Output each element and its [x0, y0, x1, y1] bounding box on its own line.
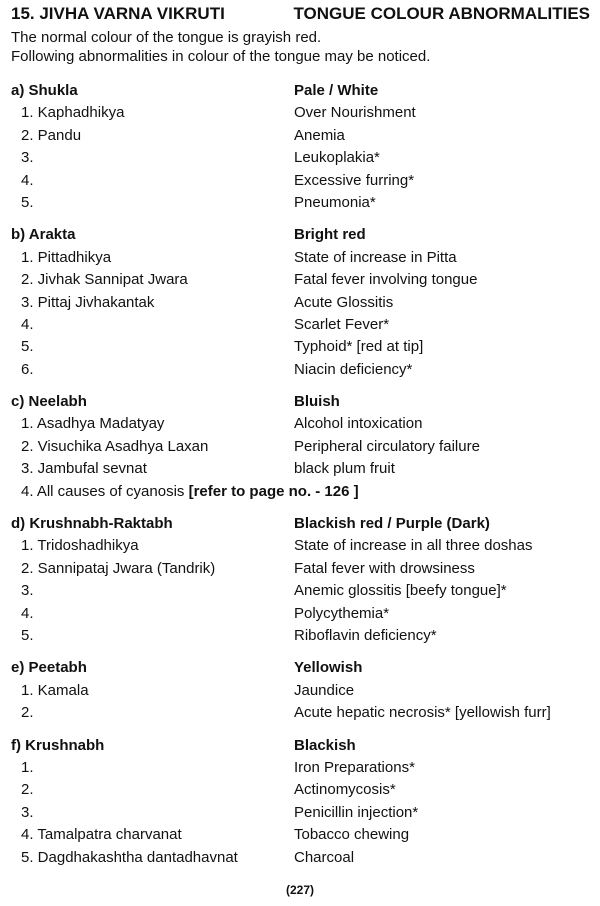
item-meaning: Leukoplakia* — [294, 149, 380, 167]
item-meaning: Fatal fever involving tongue — [294, 271, 478, 289]
section-block — [11, 391, 592, 503]
item-term: 3. — [21, 803, 34, 821]
section-heading: b) Arakta — [11, 226, 76, 244]
item-meaning: Penicillin injection* — [294, 803, 419, 821]
section-heading-meaning: Blackish red / Purple (Dark) — [294, 515, 490, 533]
item-term: 3. Pittaj Jivhakantak — [21, 293, 155, 311]
section-heading: f) Krushnabh — [11, 736, 105, 754]
note-label: 4. All causes of cyanosis — [21, 482, 189, 500]
item-meaning: Pneumonia* — [294, 193, 376, 211]
item-meaning: Jaundice — [294, 681, 355, 699]
item-term: 2. — [21, 781, 34, 799]
item-meaning: Iron Preparations* — [294, 758, 415, 776]
item-meaning: Over Nourishment — [294, 104, 416, 122]
list-item — [11, 147, 592, 169]
list-item — [11, 125, 592, 147]
page-header — [11, 4, 590, 28]
item-term: 1. — [21, 758, 34, 776]
note-text — [21, 481, 359, 503]
item-meaning: State of increase in all three doshas — [294, 537, 533, 555]
list-item — [11, 802, 592, 824]
item-meaning: Charcoal — [294, 848, 355, 866]
intro-line: Following abnormalities in colour of the tongue may be noticed. — [11, 48, 431, 65]
item-term: 3. — [21, 149, 34, 167]
item-term: 1. Kamala — [21, 681, 89, 699]
section-heading: c) Neelabh — [11, 393, 87, 411]
list-item — [11, 102, 592, 124]
intro-text — [11, 28, 430, 66]
list-item — [11, 757, 592, 779]
section-block — [11, 657, 592, 724]
item-meaning: Anemia — [294, 126, 345, 144]
item-term: 2. Jivhak Sannipat Jwara — [21, 271, 188, 289]
item-meaning: Niacin deficiency* — [294, 360, 413, 378]
section-title: 15. JIVHA VARNA VIKRUTI — [11, 4, 225, 23]
section-heading: d) Krushnabh-Raktabh — [11, 515, 173, 533]
list-item — [11, 558, 592, 580]
item-meaning: Scarlet Fever* — [294, 315, 390, 333]
item-term: 1. Tridoshadhikya — [21, 537, 139, 555]
item-term: 3. Jambufal sevnat — [21, 460, 147, 478]
item-term: 4. Tamalpatra charvanat — [21, 826, 182, 844]
list-item — [11, 436, 592, 458]
list-item — [11, 170, 592, 192]
item-term: 1. Kaphadhikya — [21, 104, 125, 122]
list-item — [11, 702, 592, 724]
list-item — [11, 192, 592, 214]
item-meaning: black plum fruit — [294, 460, 395, 478]
section-heading-meaning: Blackish — [294, 736, 356, 754]
section-heading-meaning: Pale / White — [294, 82, 379, 99]
list-item — [11, 413, 592, 435]
list-item — [11, 779, 592, 801]
section-title-english: TONGUE COLOUR ABNORMALITIES — [293, 4, 590, 23]
item-term: 2. — [21, 704, 34, 722]
list-item — [11, 247, 592, 269]
item-meaning: Polycythemia* — [294, 604, 390, 622]
list-item — [11, 625, 592, 647]
section-heading-row — [11, 224, 592, 246]
section-heading: a) Shukla — [11, 82, 78, 99]
item-meaning: Actinomycosis* — [294, 781, 396, 799]
list-item — [11, 314, 592, 336]
list-item — [11, 535, 592, 557]
item-term: 5. — [21, 193, 34, 211]
item-meaning: Alcohol intoxication — [294, 415, 423, 433]
section-heading-meaning: Bright red — [294, 226, 366, 244]
item-meaning: Tobacco chewing — [294, 826, 410, 844]
list-item — [11, 680, 592, 702]
list-item — [11, 292, 592, 314]
list-item — [11, 824, 592, 846]
item-meaning: Anemic glossitis [beefy tongue]* — [294, 582, 507, 600]
section-heading-row — [11, 80, 592, 102]
item-term: 2. Visuchika Asadhya Laxan — [21, 437, 209, 455]
intro-line: The normal colour of the tongue is grayish red. — [11, 29, 322, 46]
list-item-note — [11, 481, 592, 503]
page-reference: [refer to page no. - 126 ] — [188, 482, 359, 500]
list-item — [11, 847, 592, 869]
item-term: 3. — [21, 582, 34, 600]
section-heading-row — [11, 657, 592, 679]
item-term: 5. — [21, 626, 34, 644]
item-term: 1. Pittadhikya — [21, 248, 112, 266]
section-block — [11, 735, 592, 869]
list-item — [11, 336, 592, 358]
section-block — [11, 80, 592, 214]
section-heading-row — [11, 391, 592, 413]
item-term: 1. Asadhya Madatyay — [21, 415, 165, 433]
item-meaning: Fatal fever with drowsiness — [294, 559, 475, 577]
item-term: 4. — [21, 604, 34, 622]
list-item — [11, 269, 592, 291]
item-term: 2. Sannipataj Jwara (Tandrik) — [21, 559, 216, 577]
item-meaning: Acute hepatic necrosis* [yellowish furr] — [294, 704, 551, 722]
item-meaning: Typhoid* [red at tip] — [294, 338, 424, 356]
page-number: (227) — [285, 883, 314, 897]
colour-abnormality-list — [11, 80, 592, 879]
section-heading: e) Peetabh — [11, 659, 87, 677]
item-meaning: Riboflavin deficiency* — [294, 626, 437, 644]
item-meaning: Peripheral circulatory failure — [294, 437, 480, 455]
item-term: 2. Pandu — [21, 126, 82, 144]
item-meaning: Excessive furring* — [294, 171, 415, 189]
list-item — [11, 458, 592, 480]
section-block — [11, 224, 592, 381]
section-heading-meaning: Yellowish — [294, 659, 363, 677]
item-term: 5. — [21, 338, 34, 356]
item-term: 4. — [21, 171, 34, 189]
section-heading-meaning: Bluish — [294, 393, 340, 411]
section-heading-row — [11, 513, 592, 535]
item-term: 5. Dagdhakashtha dantadhavnat — [21, 848, 238, 866]
list-item — [11, 359, 592, 381]
section-block — [11, 513, 592, 647]
list-item — [11, 580, 592, 602]
item-term: 6. — [21, 360, 34, 378]
section-heading-row — [11, 735, 592, 757]
item-meaning: Acute Glossitis — [294, 293, 394, 311]
item-meaning: State of increase in Pitta — [294, 248, 457, 266]
item-term: 4. — [21, 315, 34, 333]
list-item — [11, 603, 592, 625]
